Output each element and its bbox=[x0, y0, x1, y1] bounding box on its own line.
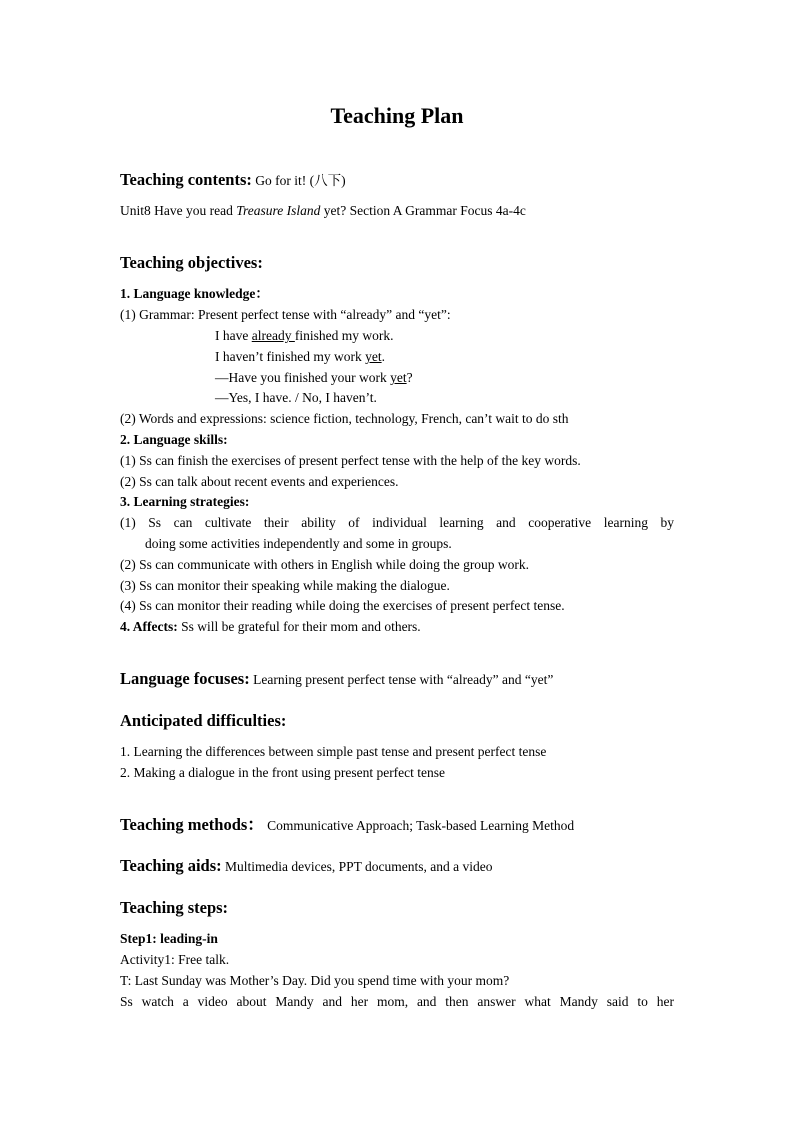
example-3-text-a: —Have you finished your work bbox=[215, 370, 391, 385]
example-3-text-b: ? bbox=[406, 370, 413, 385]
teaching-contents-line bbox=[120, 171, 346, 190]
example-2-text-a: I haven’t finished my work bbox=[215, 349, 366, 364]
language-focuses-line bbox=[120, 670, 553, 689]
language-knowledge-label: 1. Language knowledge： bbox=[120, 286, 269, 301]
teaching-contents-label: Teaching contents: bbox=[120, 170, 252, 189]
teaching-methods-value: Communicative Approach; Task-based Learning Method bbox=[263, 818, 575, 833]
anticipated-difficulties-label: Anticipated difficulties: bbox=[120, 711, 287, 730]
skill-2: (2) Ss can talk about recent events and experiences. bbox=[120, 474, 399, 489]
words-line: (2) Words and expressions: science fiction, technology, French, can’t wait to do sth bbox=[120, 411, 569, 426]
teaching-aids-label: Teaching aids: bbox=[120, 856, 222, 875]
strategy-1-line-a: (1) Ss can cultivate their ability of individual learning and cooperative learning by bbox=[120, 515, 674, 530]
page-title: Teaching Plan bbox=[330, 103, 464, 128]
teaching-aids-value: Multimedia devices, PPT documents, and a video bbox=[221, 859, 493, 874]
language-focuses-value: Learning present perfect tense with “already” and “yet” bbox=[249, 672, 554, 687]
teaching-steps-label: Teaching steps: bbox=[120, 898, 229, 917]
teaching-aids-line bbox=[120, 857, 492, 876]
example-1-text-b: finished my work. bbox=[294, 328, 394, 343]
example-1-text-a: I have bbox=[215, 328, 252, 343]
unit-line bbox=[120, 202, 526, 220]
example-2 bbox=[215, 348, 385, 366]
example-1-underlined: already bbox=[251, 328, 295, 343]
strategy-4: (4) Ss can monitor their reading while doing the exercises of present perfect tense. bbox=[120, 598, 565, 613]
example-2-underlined: yet bbox=[365, 349, 382, 364]
language-skills-label: 2. Language skills: bbox=[120, 432, 228, 447]
affects-label: 4. Affects: bbox=[120, 619, 178, 634]
activity-1: Activity1: Free talk. bbox=[120, 952, 230, 967]
grammar-line: (1) Grammar: Present perfect tense with “already” and “yet”: bbox=[120, 307, 451, 322]
example-3-underlined: yet bbox=[390, 370, 407, 385]
teacher-line: T: Last Sunday was Mother’s Day. Did you spend time with your mom? bbox=[120, 973, 510, 988]
skill-1: (1) Ss can finish the exercises of present perfect tense with the help of the key words. bbox=[120, 453, 581, 468]
difficulty-2: 2. Making a dialogue in the front using present perfect tense bbox=[120, 765, 446, 780]
step-1-title: Step1: leading-in bbox=[120, 931, 218, 946]
difficulty-1: 1. Learning the differences between simple past tense and present perfect tense bbox=[120, 744, 547, 759]
learning-strategies-label: 3. Learning strategies: bbox=[120, 494, 250, 509]
unit-book-title: Treasure Island bbox=[236, 203, 321, 218]
unit-prefix: Unit8 Have you read bbox=[120, 203, 237, 218]
strategy-2: (2) Ss can communicate with others in English while doing the group work. bbox=[120, 557, 530, 572]
language-focuses-label: Language focuses: bbox=[120, 669, 250, 688]
strategy-1-line-b: doing some activities independently and some in groups. bbox=[145, 536, 452, 551]
affects-value: Ss will be grateful for their mom and others. bbox=[177, 619, 421, 634]
affects-line bbox=[120, 618, 421, 636]
example-1 bbox=[215, 327, 393, 345]
students-line: Ss watch a video about Mandy and her mom, and then answer what Mandy said to her bbox=[120, 994, 674, 1009]
teaching-methods-line bbox=[120, 816, 574, 835]
example-3 bbox=[215, 369, 413, 387]
strategy-3: (3) Ss can monitor their speaking while making the dialogue. bbox=[120, 578, 450, 593]
teaching-objectives-label: Teaching objectives: bbox=[120, 253, 263, 272]
example-4: —Yes, I have. / No, I haven’t. bbox=[215, 390, 377, 405]
teaching-contents-value: Go for it! (八下) bbox=[251, 173, 346, 188]
unit-suffix: yet? Section A Grammar Focus 4a-4c bbox=[320, 203, 526, 218]
example-2-text-b: . bbox=[381, 349, 385, 364]
teaching-methods-label: Teaching methods： bbox=[120, 815, 264, 834]
